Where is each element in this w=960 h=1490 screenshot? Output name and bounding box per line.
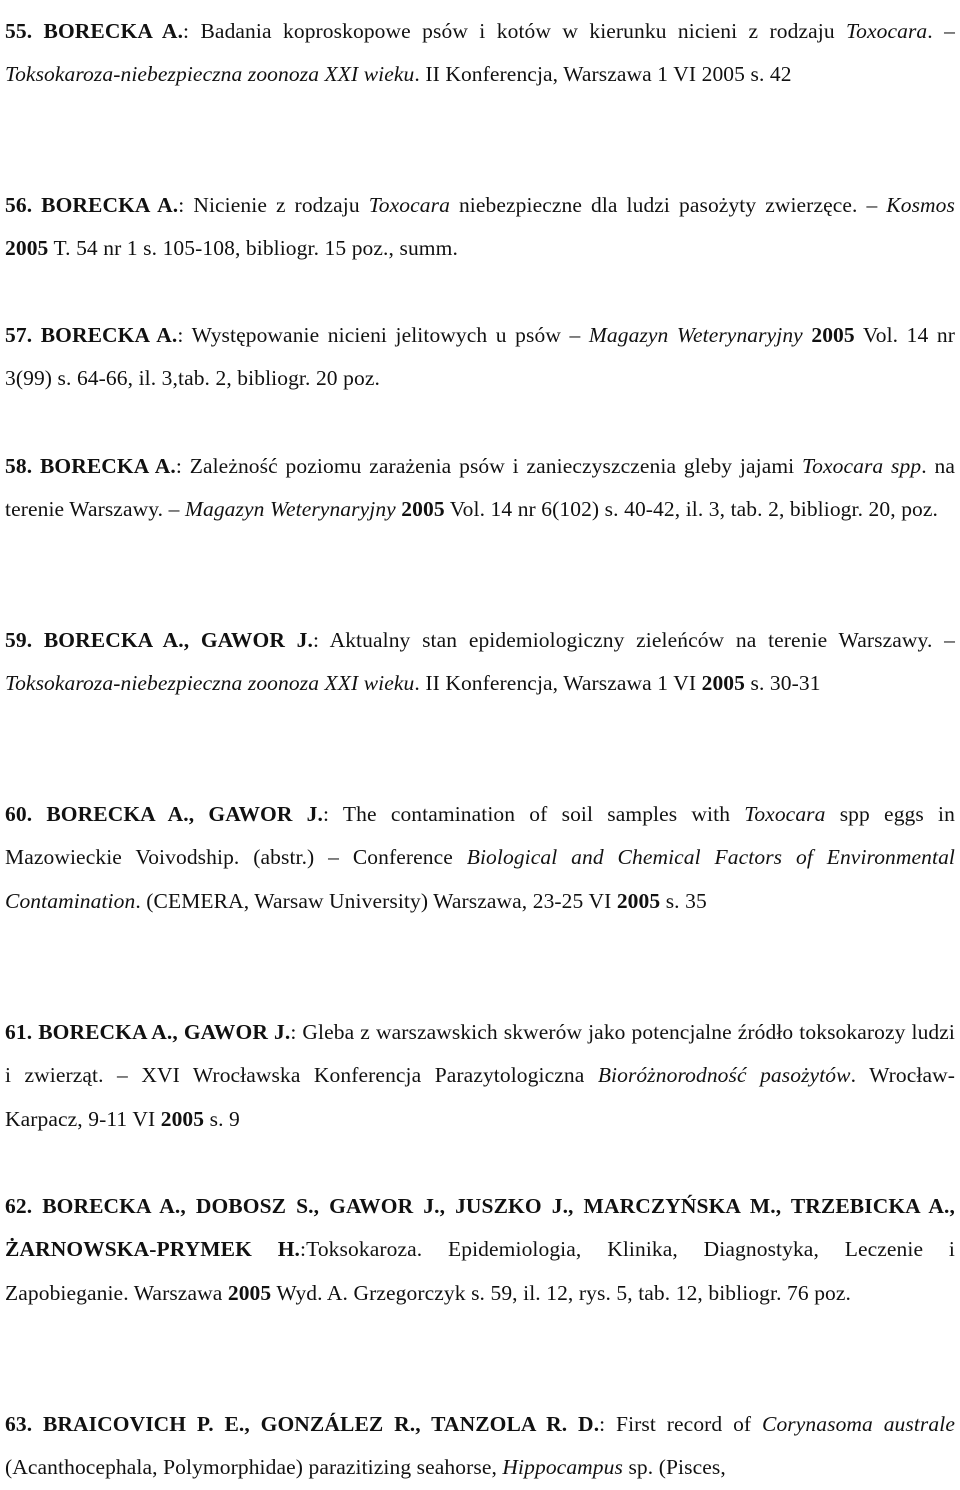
entry-author: 61. BORECKA A., GAWOR J.: [5, 1019, 291, 1044]
entry-author: 62. BORECKA A., DOBOSZ S., GAWOR J., JUSZKO J., MARCZYŃSKA M., TRZEBICKA A., ŻARNOWSKA-PRYMEK H.: [5, 1193, 955, 1262]
entry-author: 63. BRAICOVICH P. E., GONZÁLEZ R., TANZOLA R. D.: [5, 1411, 600, 1436]
entry-text: (Acanthocephala, Polymorphidae) parazitizing seahorse,: [5, 1455, 503, 1480]
entry-text: : The contamination of soil samples with: [323, 801, 745, 826]
bibliography-entry-56: [5, 184, 955, 271]
entry-text: : Aktualny stan epidemiologiczny zieleńców na terenie Warszawy. –: [313, 627, 955, 652]
entry-author: 2005: [616, 888, 661, 913]
entry-text: Wyd. A. Grzegorczyk s. 59, il. 12, rys. 5, tab. 12, bibliogr. 76 poz.: [271, 1280, 852, 1305]
bibliography-entry-62: [5, 1185, 955, 1316]
bibliography-entry-63: [5, 1403, 955, 1490]
entry-title-italic: Toksokaroza-niebezpieczna zoonoza XXI wieku: [5, 62, 415, 87]
entry-author: 2005: [160, 1106, 205, 1131]
entry-text: : Zależność poziomu zarażenia psów i zanieczyszczenia gleby jajami: [175, 453, 803, 478]
bibliography-entry-60: [5, 793, 955, 924]
entry-text: . II Konferencja, Warszawa 1 VI: [414, 62, 702, 87]
entry-text: : Występowanie nicieni jelitowych u psów –: [177, 322, 589, 347]
entry-text: . II Konferencja, Warszawa 1 VI: [414, 671, 702, 696]
entry-title-italic: Biological and Chemical Factors of Environmental Contamination: [5, 845, 956, 913]
entry-author: 60. BORECKA A., GAWOR J.: [5, 801, 324, 826]
entry-text: Vol. 14 nr 6(102) s. 40-42, il. 3, tab. 2, bibliogr. 20, poz.: [444, 497, 939, 522]
bibliography-entry-59: [5, 619, 955, 706]
entry-title-italic: Hippocampus: [502, 1455, 623, 1480]
entry-author: 2005: [701, 671, 745, 696]
entry-text: : Badania koproskopowe psów i kotów w kierunku nicieni z rodzaju: [183, 18, 847, 43]
entry-title-italic: Toxocara: [744, 801, 826, 826]
entry-title-italic: Magazyn Weterynaryjny: [184, 497, 396, 522]
entry-text: : First record of: [599, 1411, 762, 1436]
entry-author: 58. BORECKA A.: [5, 453, 176, 478]
entry-text: s. 35: [660, 888, 707, 913]
entry-author: 2005: [395, 497, 445, 522]
entry-author: 59. BORECKA A., GAWOR J.: [5, 627, 313, 652]
entry-text: :Toksokaroza. Epidemiologia, Klinika, Diagnostyka, Leczenie i Zapobieganie. Warszawa: [5, 1237, 955, 1305]
entry-author: 2005: [802, 322, 855, 347]
entry-author: 2005: [227, 1280, 272, 1305]
entry-title-italic: Toxocara: [846, 18, 928, 43]
entry-author: 2005: [5, 236, 49, 261]
bibliography-entry-57: [5, 314, 955, 401]
entry-text: . na terenie Warszawy. –: [5, 453, 955, 522]
entry-text: T. 54 nr 1 s. 105-108, bibliogr. 15 poz., summ.: [48, 236, 458, 261]
entry-author: 55. BORECKA A.: [5, 18, 184, 43]
entry-text: s. 30-31: [745, 671, 821, 696]
entry-text: 2005: [701, 62, 745, 87]
entry-title-italic: Corynasoma australe: [762, 1411, 955, 1436]
entry-text: s. 42: [745, 62, 792, 87]
entry-text: . –: [927, 18, 955, 43]
entry-text: : Nicienie z rodzaju: [178, 192, 369, 217]
bibliography-entry-55: [5, 10, 955, 97]
entry-text: s. 9: [204, 1106, 240, 1131]
entry-text: sp. (Pisces,: [622, 1455, 726, 1480]
entry-text: niebezpieczne dla ludzi pasożyty zwierzęce. –: [449, 192, 887, 217]
entry-author: 56. BORECKA A.: [5, 192, 179, 217]
entry-title-italic: Toksokaroza-niebezpieczna zoonoza XXI wieku: [5, 671, 415, 696]
entry-title-italic: Toxocara: [368, 192, 450, 217]
entry-text: . Wrocław-Karpacz, 9-11 VI: [5, 1063, 955, 1131]
entry-text: . (CEMERA, Warsaw University) Warszawa, 23-25 VI: [135, 888, 617, 913]
entry-text: : Gleba z warszawskich skwerów jako potencjalne źródło toksokarozy ludzi i zwierząt. – XVI Wrocławska Konferencja Parazytologiczna: [5, 1019, 955, 1088]
bibliography-entry-61: [5, 1011, 955, 1142]
entry-title-italic: Kosmos: [886, 192, 955, 217]
entry-text: Vol. 14 nr 3(99) s. 64-66, il. 3,tab. 2, bibliogr. 20 poz.: [5, 322, 956, 391]
entry-title-italic: Magazyn Weterynaryjny: [588, 322, 803, 347]
bibliography-entry-58: [5, 445, 955, 532]
entry-author: 57. BORECKA A.: [5, 322, 178, 347]
entry-title-italic: Bioróżnorodność pasożytów: [597, 1063, 851, 1088]
entry-title-italic: Toxocara spp: [802, 453, 922, 478]
entry-text: spp eggs in Mazowieckie Voivodship. (abstr.) – Conference: [5, 801, 955, 870]
